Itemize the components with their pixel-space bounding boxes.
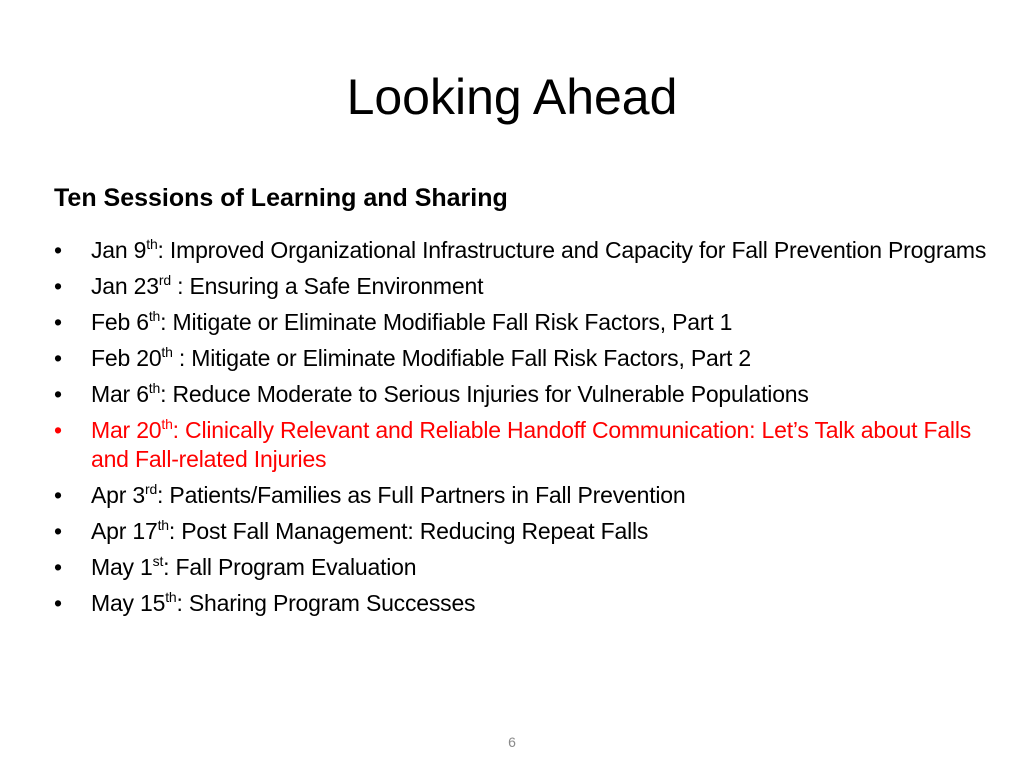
session-date-suffix: th bbox=[157, 517, 169, 533]
session-date-suffix: rd bbox=[144, 481, 158, 497]
bullet-icon: • bbox=[54, 381, 62, 407]
session-item bbox=[54, 272, 994, 301]
session-date: Mar 6 bbox=[91, 381, 149, 407]
session-date-suffix: th bbox=[161, 344, 173, 360]
bullet-icon: • bbox=[54, 590, 62, 616]
session-date: Jan 23 bbox=[91, 273, 159, 299]
session-title: : Mitigate or Eliminate Modifiable Fall Risk Factors, Part 2 bbox=[172, 345, 752, 371]
session-date: May 15 bbox=[91, 590, 166, 616]
slide-title: Looking Ahead bbox=[346, 69, 678, 125]
session-date-suffix: th bbox=[148, 308, 161, 324]
session-title: : Improved Organizational Infrastructure and Capacity for Fall Prevention Programs bbox=[157, 237, 987, 263]
session-date-suffix: th bbox=[165, 589, 177, 605]
session-title: : Mitigate or Eliminate Modifiable Fall Risk Factors, Part 1 bbox=[160, 309, 733, 335]
session-item bbox=[54, 553, 994, 582]
bullet-icon: • bbox=[54, 273, 62, 299]
session-title: : Ensuring a Safe Environment bbox=[170, 273, 484, 299]
session-date-suffix: th bbox=[146, 236, 158, 252]
session-item-highlighted bbox=[54, 416, 994, 474]
session-date: Feb 6 bbox=[91, 309, 149, 335]
session-item bbox=[54, 517, 994, 546]
session-date: Mar 20 bbox=[91, 417, 162, 443]
bullet-icon: • bbox=[54, 554, 62, 580]
session-item bbox=[54, 380, 994, 409]
bullet-icon: • bbox=[54, 417, 62, 443]
bullet-icon: • bbox=[54, 309, 62, 335]
session-date-suffix: rd bbox=[158, 272, 171, 288]
bullet-icon: • bbox=[54, 345, 62, 371]
session-date: Feb 20 bbox=[91, 345, 162, 371]
session-title: : Patients/Families as Full Partners in Fall Prevention bbox=[157, 482, 686, 508]
session-date-suffix: th bbox=[148, 380, 161, 396]
session-item bbox=[54, 481, 994, 510]
session-title: : Post Fall Management: Reducing Repeat Falls bbox=[168, 518, 649, 544]
session-date-suffix: th bbox=[161, 416, 173, 432]
session-item bbox=[54, 589, 994, 618]
session-title: : Reduce Moderate to Serious Injuries for Vulnerable Populations bbox=[160, 381, 809, 407]
session-date: May 1 bbox=[91, 554, 153, 580]
bullet-icon: • bbox=[54, 518, 62, 544]
session-date: Jan 9 bbox=[91, 237, 147, 263]
session-date: Apr 17 bbox=[91, 518, 158, 544]
session-item bbox=[54, 344, 994, 373]
session-title: : Sharing Program Successes bbox=[176, 590, 476, 616]
session-date: Apr 3 bbox=[91, 482, 145, 508]
page-number: 6 bbox=[508, 734, 516, 750]
session-title: : Clinically Relevant and Reliable Handoff Communication: Let’s Talk about Falls and Fall-related Injuries bbox=[91, 417, 972, 472]
session-list bbox=[54, 236, 994, 625]
bullet-icon: • bbox=[54, 237, 62, 263]
section-heading: Ten Sessions of Learning and Sharing bbox=[54, 184, 508, 212]
session-item bbox=[54, 308, 994, 337]
session-date-suffix: st bbox=[152, 553, 164, 569]
bullet-icon: • bbox=[54, 482, 62, 508]
session-title: : Fall Program Evaluation bbox=[163, 554, 417, 580]
session-item bbox=[54, 236, 994, 265]
